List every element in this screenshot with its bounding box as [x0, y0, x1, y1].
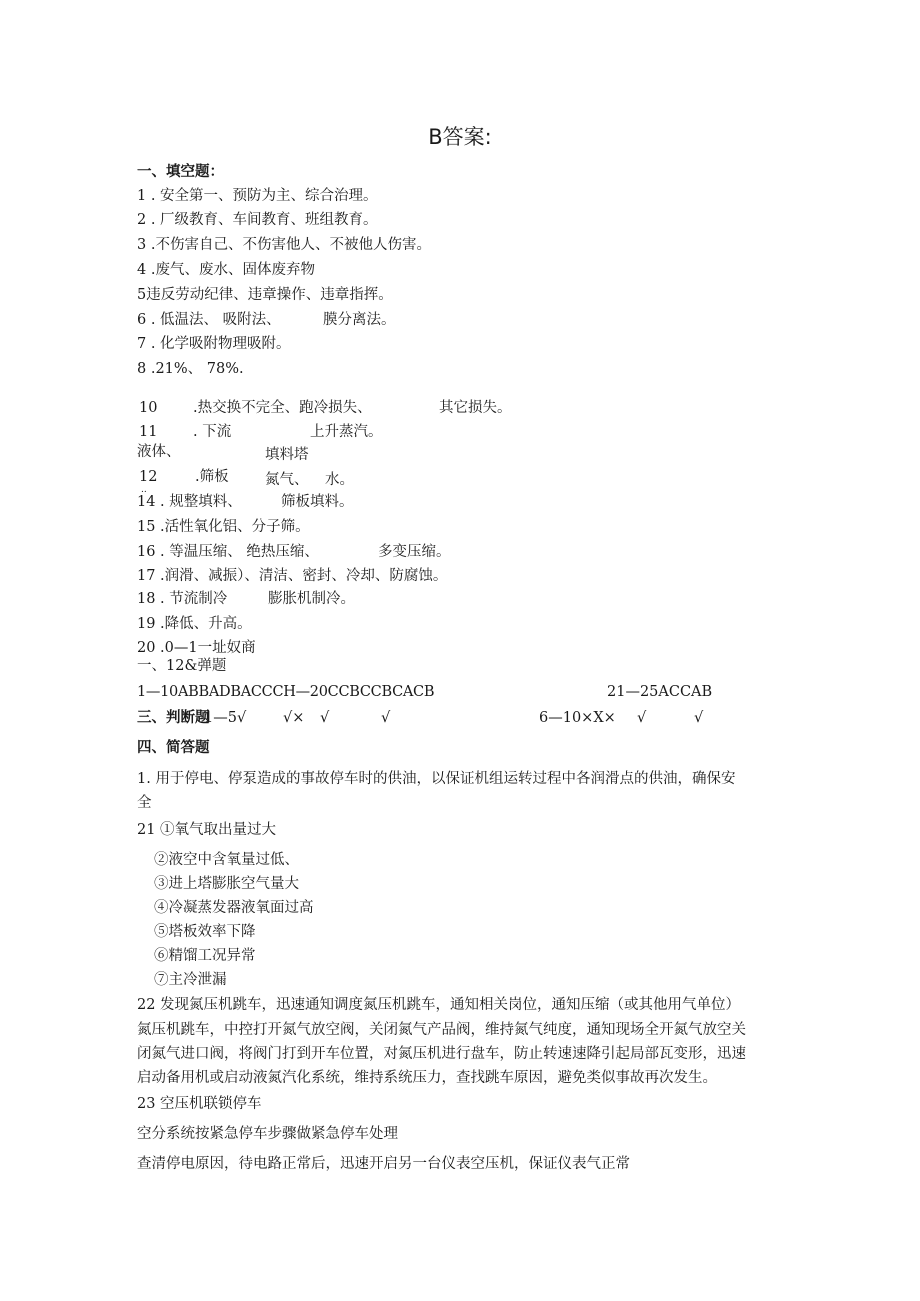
section-heading-fill-blank: 一、填空题： [137, 163, 224, 180]
answer-line-19: 19 .降低、升高。 [137, 616, 252, 632]
answer-line-16a: 16 . 等温压缩、 绝热压缩、 [137, 544, 319, 560]
answer-line-12b: 氮气、 [265, 472, 309, 488]
answer-line-3: 3 .不伤害自己、不伤害他人、不被他人伤害。 [137, 237, 431, 253]
short-answer-21-item2: ②液空中含氧量过低、 [154, 852, 299, 868]
answer-line-5: 5违反劳动纪律、违章操作、违章指挥。 [137, 287, 393, 303]
answer-line-8: 8 .21%、 78%. [137, 361, 244, 377]
answer-line-4: 4 .废气、废水、固体废弃物 [137, 262, 315, 278]
page-title: B答案: [428, 125, 492, 149]
tf-answers-b: √× [283, 710, 305, 726]
answer-line-10b: 其它损失。 [439, 400, 512, 416]
answer-line-10a: .热交换不完全、跑冷损失、 [193, 400, 372, 416]
answer-line-6a: 6 . 低温法、 吸附法、 [137, 312, 281, 328]
short-answer-21-item4: ④冷凝蒸发器液氧面过高 [154, 900, 314, 916]
short-answer-22a: 22 发现氮压机跳车，迅速通知调度氮压机跳车，通知相关岗位，通知压缩（或其他用气单位） [137, 997, 741, 1013]
answer-line-15: 15 .活性氧化铝、分子筛。 [137, 519, 310, 535]
answer-line-6b: 膜分离法。 [323, 312, 396, 328]
section-heading-true-false: 三、判断题 [137, 709, 210, 726]
section-heading-choice: 一、12&弹题 [137, 658, 227, 674]
answer-line-7: 7 . 化学吸附物理吸附。 [137, 336, 291, 352]
short-answer-21-item6: ⑥精馏工况异常 [154, 948, 256, 964]
short-answer-21-item5: ⑤塔板效率下降 [154, 924, 256, 940]
short-answer-1b: 全 [137, 795, 152, 811]
short-answer-23c: 查清停电原因，待电路正常后，迅速开启另一台仪表空压机，保证仪表气正常 [137, 1156, 630, 1172]
answer-line-12-num: 12 [139, 469, 158, 485]
answer-line-18a: 18 . 节流制冷 [137, 591, 228, 607]
tf-answers-g: √ [694, 710, 704, 726]
short-answer-21-item7: ⑦主冷泄漏 [154, 972, 227, 988]
short-answer-23b: 空分系统按紧急停车步骤做紧急停车处理 [137, 1126, 398, 1142]
short-answer-23: 23 空压机联锁停车 [137, 1096, 262, 1112]
answer-line-12a: .筛板 [195, 469, 229, 485]
short-answer-22b: 氮压机跳车，中控打开氮气放空阀，关闭氮气产品阀，维持氮气纯度，通知现场全开氮气放空关 [137, 1022, 746, 1038]
answer-line-11d: 填料塔 [265, 447, 309, 463]
tf-answers-e: 6—10×X× [539, 710, 616, 726]
answer-line-11b: 上升蒸汽。 [310, 424, 383, 440]
short-answer-22c: 闭氮气进口阀，将阀门打到开车位置，对氮压机进行盘车，防止转速速降引起局部瓦变形，迅速 [137, 1046, 746, 1062]
answer-line-12c: 水。 [325, 472, 354, 488]
answer-line-16b: 多变压缩。 [378, 544, 451, 560]
answer-line-2: 2 . 厂级教育、车间教育、班组教育。 [137, 212, 378, 228]
choice-answers-left: 1—10ABBADBACCCH—20CCBCCBCACB [137, 684, 435, 700]
answer-line-12d: .. [141, 485, 147, 495]
short-answer-1a: 1. 用于停电、停泵造成的事故停车时的供油，以保证机组运转过程中各润滑点的供油，确保安 [137, 771, 736, 787]
answer-line-10-num: 10 [139, 400, 158, 416]
answer-line-14a: 14 . 规整填料、 [137, 494, 242, 510]
tf-answers-a: 1—5√ [204, 710, 247, 726]
answer-line-18b: 膨胀机制冷。 [268, 591, 355, 607]
section-heading-short-answer: 四、简答题 [137, 739, 210, 756]
short-answer-22d: 启动备用机或启动液氮汽化系统，维持系统压力，查找跳车原因，避免类似事故再次发生。 [137, 1070, 717, 1086]
choice-answers-right: 21—25ACCAB [607, 684, 713, 700]
tf-answers-c: √ [320, 710, 330, 726]
answer-line-11-num: 11 [139, 424, 158, 440]
answer-line-11a: . 下流 [193, 424, 232, 440]
answer-line-20: 20 .0—1一址奴商 [137, 640, 256, 656]
short-answer-21-item3: ③进上塔膨胀空气量大 [154, 876, 299, 892]
tf-answers-f: √ [637, 710, 647, 726]
tf-answers-d: √ [381, 710, 391, 726]
answer-line-14b: 筛板填料。 [281, 494, 354, 510]
answer-line-1: 1 . 安全第一、预防为主、综合治理。 [137, 188, 378, 204]
answer-line-17: 17 .润滑、减振）、清洁、密封、冷却、防腐蚀。 [137, 568, 448, 584]
short-answer-21: 21 ①氧气取出量过大 [137, 822, 277, 838]
answer-line-11c: 液体、 [137, 444, 181, 460]
